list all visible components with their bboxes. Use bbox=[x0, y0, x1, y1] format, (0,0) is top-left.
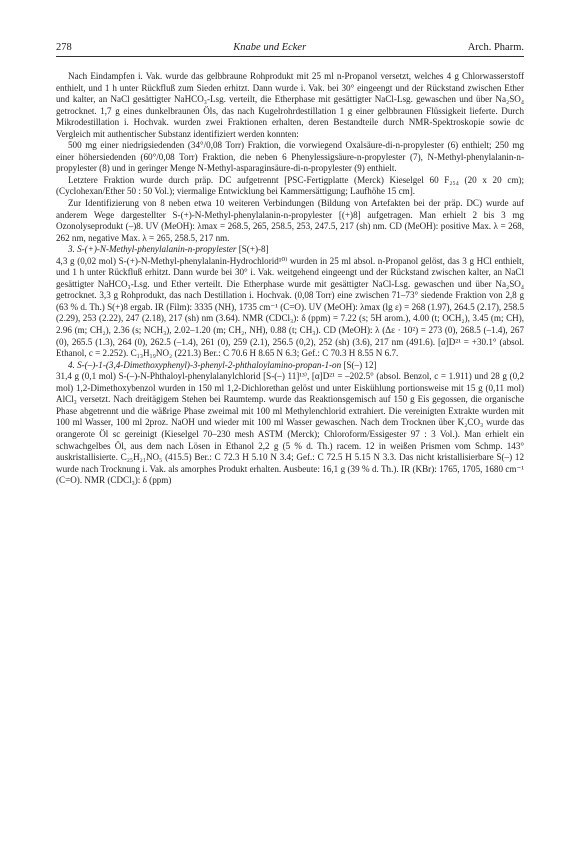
body-text bbox=[56, 71, 524, 487]
section-heading bbox=[56, 360, 524, 372]
running-title: Knabe und Ecker bbox=[233, 42, 307, 53]
paragraph: Letztere Fraktion wurde durch präp. DC aufgetrennt [PSC-Fertigplatte (Merck) Kieselgel 60 F₂₅₄ (20 x 20 cm); (Cyclohexan/Ether 50 : 50 Vol.); viermalige Entwicklung bei Kammersättigung; Laufhöhe 15 cm]. bbox=[56, 174, 524, 197]
running-header bbox=[56, 42, 524, 57]
section-compound-label: [S(+)-8] bbox=[238, 244, 269, 255]
paragraph: Zur Identifizierung von 8 neben etwa 10 weiteren Verbindungen (Bildung von Artefakten bei der präp. DC) wurde auf anderem Wege dargestellter S-(+)-N-Methyl-phenylalanin-n-propylester [(+)8] aufgetragen. Man erhielt 2 bis 3 mg Ozonolyseprodukt (–)8. UV (MeOH): λmax = 268.5, 265, 258.5, 253, 247.5, 217 (sh) nm. CD (MeOH): positive Max. λ = 268, 262 nm, negative Max. λ = 265, 258.5, 217 nm. bbox=[56, 198, 524, 243]
journal-name: Arch. Pharm. bbox=[467, 42, 524, 53]
section-body: 31,4 g (0,1 mol) S-(–)-N-Phthaloyl-phenylalanylchlorid [S-(–) 11]¹³⁾, [α]D²¹ = –202.5° (absol. Benzol, c = 1.911) und 28 g (0,2 mol) 1,2-Dimethoxybenzol wurden in 150 ml 1,2-Dichlorethan gelöst und unter Eiskühlung portionsweise mit 15 g (0,11 mol) AlCl₃ versetzt. Nach dreitägigem Stehen bei Raumtemp. wurde das Reaktionsgemisch auf 150 g Eis gegossen, die organische Phase abgetrennt und die wäßrige Phase zweimal mit 100 ml Methylenchlorid extrahiert. Die vereinigten Extrakte wurden mit 100 ml Wasser, 100 ml 2proz. NaOH und wieder mit 100 ml Wasser gewaschen. Nach dem Trocknen über K₂CO₃ wurde das orangerote Öl sc gereinigt (Kieselgel 70–230 mesh ASTM (Merck); Chloroform/Essigester 97 : 3 Vol.). Man erhielt ein schwachgelbes Öl, aus dem nach Lösen in Ethanol 2,2 g (5 % d. Th.) racem. 12 in weißen Prismen vom Schmp. 143° auskristallisierte. C₂₅H₂₁NO₅ (415.5) Ber.: C 72.3 H 5.10 N 3.4; Gef.: C 72.5 H 5.15 N 3.3. Das nicht kristallisierbare S(–) 12 wurde nach Trocknung i. Vak. als amorphes Produkt erhalten. Ausbeute: 16,1 g (39 % d. Th.). IR (KBr): 1765, 1705, 1680 cm⁻¹ (C=O). NMR (CDCl₃): δ (ppm) bbox=[56, 371, 524, 486]
section-body: 4,3 g (0,02 mol) S-(+)-N-Methyl-phenylalanin-Hydrochlorid¹⁰⁾ wurden in 25 ml absol. n-Propanol gelöst, das 3 g HCl enthielt, und 1 h unter Rückfluß erhitzt. Dann wurde bei 30° i. Vak. weitgehend eingeengt und der Rückstand zwischen kalter, an NaCl gesättigter NaHCO₃-Lsg. und Ether verteilt. Die Etherphase wurde mit gesättigter NaCl-Lsg. gewaschen und über Na₂SO₄ getrocknet. 3,3 g Rohprodukt, das nach Destillation i. Hochvak. (0,08 Torr) eine zwischen 71–73° siedende Fraktion von 2,8 g (63 % d. Th.) S(+)8 ergab. IR (Film): 3335 (NH), 1735 cm⁻¹ (C=O). UV (MeOH): λmax (lg ε) = 268 (1.97), 264.5 (2.17), 258.5 (2.29), 253 (2.22), 247 (2.18), 217 (sh) nm (3.64). NMR (CDCl₃): δ (ppm) = 7.22 (s; 5H arom.), 4.00 (t; OCH₂), 3.45 (m; CH), 2.96 (m; CH₂), 2.36 (s; NCH₃), 2.02–1.20 (m; CH₂, NH), 0.88 (t; CH₃). CD (MeOH): λ (Δε · 10²) = 273 (0), 268.5 (–1.4), 267 (0), 265.5 (1.3), 264 (0), 262.5 (–1.4), 261 (0), 259 (2.1), 256.5 (0,2), 252 (sh) (3.6), 217 nm (491.6). [α]D²¹ = +30.1° (absol. Ethanol, c = 2.252). C₁₃H₁₉NO₂ (221.3) Ber.: C 70.6 H 8.65 N 6.3; Gef.: C 70.3 H 8.55 N 6.7. bbox=[56, 255, 524, 359]
section-compound-label: [S(–) 12] bbox=[343, 359, 377, 370]
section-title: 4. S-(–)-1-(3,4-Dimethoxyphenyl)-3-phenyl-2-phthaloylamino-propan-1-on bbox=[68, 359, 342, 370]
page-number: 278 bbox=[56, 42, 72, 53]
section-heading bbox=[56, 244, 524, 256]
paragraph: Nach Eindampfen i. Vak. wurde das gelbbraune Rohprodukt mit 25 ml n-Propanol versetzt, welches 4 g Chlorwasserstoff enthielt, und 1 h unter Rückfluß zum Sieden erhitzt. Dann wurde i. Vak. bei 30° eingeengt und der Rückstand zwischen Ether und kalter, an NaCl gesättigter NaHCO₃-Lsg. verteilt, die Etherphase mit gesättigter NaCl-Lsg. gewaschen und über Na₂SO₄ getrocknet. 1,7 g eines dunkelbraunen Öls, das nach Kugelrohrdestillation 1 g einer gelbbraunen Flüssigkeit lieferte. Durch Mikrodestillation i. Hochvak. wurden zwei Fraktionen erhalten, deren Bestandteile durch NMR-Spektroskopie sowie dc Vergleich mit authentischer Substanz identifiziert werden konnten: bbox=[56, 71, 524, 139]
section-title: 3. S-(+)-N-Methyl-phenylalanin-n-propylester bbox=[68, 244, 237, 255]
document-page bbox=[56, 42, 524, 487]
paragraph: 500 mg einer niedrigsiedenden (34°/0,08 Torr) Fraktion, die vorwiegend Oxalsäure-di-n-propylester (6) enthielt; 250 mg einer höhersiedenden (60°/0,08 Torr) Fraktion, die neben 6 Phenylessigsäure-n-propylester (7), N-Methyl-phenylalanin-n-propylester (8) und in geringer Menge N-Methyl-asparaginsäure-di-n-propylester (9) enthielt. bbox=[56, 140, 524, 174]
